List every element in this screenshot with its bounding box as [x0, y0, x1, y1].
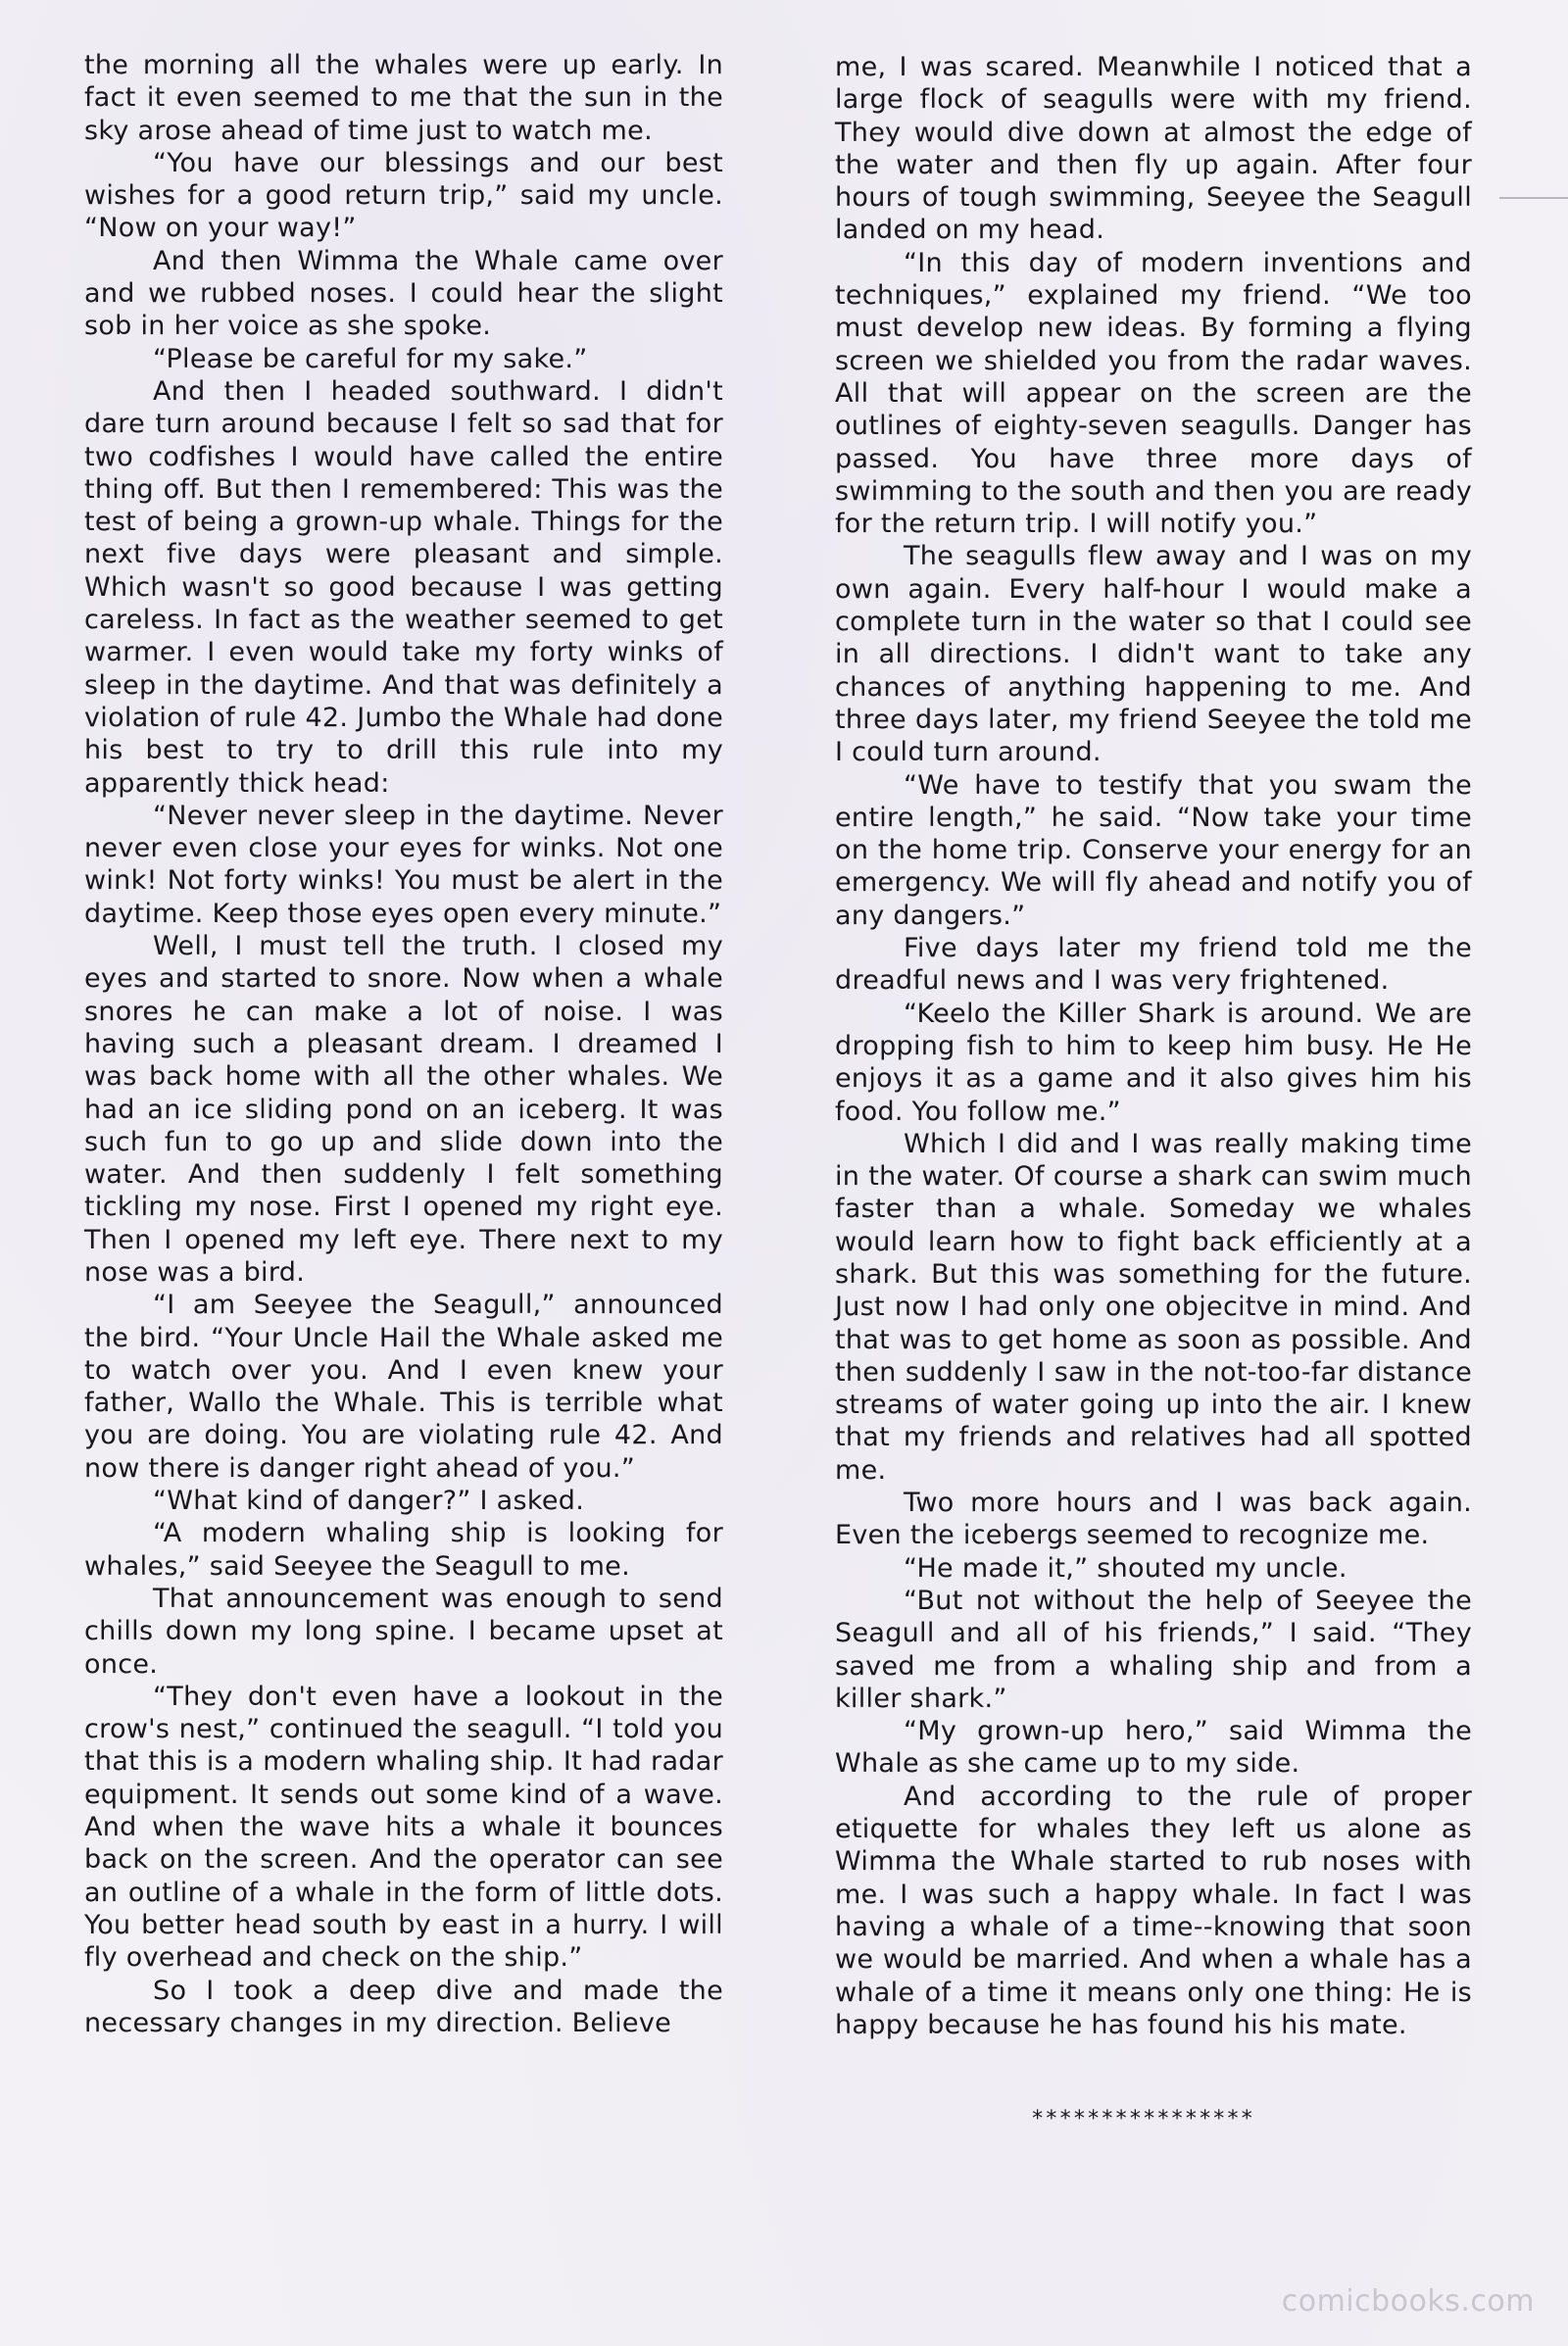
paragraph: “Never never sleep in the daytime. Never never even close your eyes for winks. Not one wink! Not forty winks! You must be alert in the daytime. Keep those eyes open every minute.”: [84, 800, 723, 929]
paragraph: “Please be careful for my sake.”: [153, 343, 588, 374]
paragraph: Well, I must tell the truth. I closed my eyes and started to snore. Now when a whale snores he can make a lot of noise. I was having such a pleasant dream. I dreamed I was back home with all the other whales. We had an ice sliding pond on an iceberg. It was such fun to go up and slide down into the water. And then suddenly I felt something tickling my nose. First I opened my right eye. Then I opened my left eye. There next to my nose was a bird.: [84, 931, 723, 1288]
paragraph: And according to the rule of proper etiquette for whales they left us alone as Wimma the Whale started to rub noses with me. I was such a happy whale. In fact I was having a whale of a time--knowing that soon we would be married. And when a whale has a whale of a time it means only one thing: He is happy because he has found his his mate.: [835, 1781, 1472, 2040]
paragraph: Five days later my friend told me the dreadful news and I was very frightened.: [835, 933, 1472, 997]
paragraph: “They don't even have a lookout in the crow's nest,” continued the seagull. “I told you that this is a modern whaling ship. It had radar equipment. It sends out some kind of a wave. And when the wave hits a whale it bounces back on the screen. And the operator can see an outline of a whale in the form of little dots. You better head south by east in a hurry. I will fly overhead and check on the ship.”: [84, 1681, 723, 1974]
paragraph: “What kind of danger?” I asked.: [153, 1486, 585, 1517]
paragraph: The seagulls flew away and I was on my own again. Every half-hour I would make a complete turn in the water so that I could see in all directions. I didn't want to take any chances of anything happening to me. And three days later, my friend Seeyee the told me I could turn around.: [835, 541, 1472, 768]
paragraph: That announcement was enough to send chills down my long spine. I became upset at once.: [84, 1583, 723, 1680]
paragraph: “My grown-up hero,” said Wimma the Whale as she came up to my side.: [835, 1716, 1472, 1780]
site-watermark: comicbooks.com: [1281, 2284, 1535, 2319]
paragraph: “In this day of modern inventions and techniques,” explained my friend. “We too must develop new ideas. By forming a flying screen we shielded you from the radar waves. All that will appear on the screen are the outlines of eighty-seven seagulls. Danger has passed. You have three more days of swimming to the south and then you are ready for the return trip. I will notify you.”: [835, 247, 1472, 540]
paragraph: Which I did and I was really making time in the water. Of course a shark can swim much faster than a whale. Someday we whales would learn how to fight back efficiently at a shark. But this was something for the future. Just now I had only one objecitve in mind. And that was to get home as soon as possible. And then suddenly I saw in the not-too-far distance streams of water going up into the air. I knew that my friends and relatives had all spotted me.: [835, 1128, 1472, 1486]
paragraph: “We have to testify that you swam the entire length,” he said. “Now take your time on the home trip. Conserve your energy for an emergency. We will fly ahead and notify you of any dangers.”: [835, 769, 1472, 931]
right-text-column: [835, 51, 1472, 2041]
paragraph: “I am Seeyee the Seagull,” announced the bird. “Your Uncle Hail the Whale asked me to watch over you. And I even knew your father, Wallo the Whale. This is terrible what you are doing. You are violating rule 42. And now there is danger right ahead of you.”: [84, 1290, 723, 1484]
page-edge-line: [1499, 197, 1568, 199]
paragraph: me, I was scared. Meanwhile I noticed that a large flock of seagulls were with my friend. They would dive down at almost the edge of the water and then fly up again. After four hours of tough swimming, Seeyee the Seagull landed on my head.: [835, 52, 1472, 246]
paragraph: And then I headed southward. I didn't dare turn around because I felt so sad that for two codfishes I would have called the entire thing off. But then I remembered: This was the test of being a grown-up whale. Things for the next five days were pleasant and simple. Which wasn't so good because I was getting careless. In fact as the weather seemed to get warmer. I even would take my forty winks of sleep in the daytime. And that was definitely a violation of rule 42. Jumbo the Whale had done his best to try to drill this rule into my apparently thick head:: [84, 375, 723, 799]
paragraph: So I took a deep dive and made the necessary changes in my direction. Believe: [84, 1975, 723, 2038]
paragraph: “He made it,” shouted my uncle.: [904, 1552, 1348, 1584]
paragraph: “A modern whaling ship is looking for whales,” said Seeyee the Seagull to me.: [84, 1518, 723, 1582]
paragraph: And then Wimma the Whale came over and we rubbed noses. I could hear the slight sob in her voice as she spoke.: [84, 245, 723, 342]
paragraph: Two more hours and I was back again. Even the icebergs seemed to recognize me.: [835, 1488, 1472, 1551]
paragraph: “Keelo the Killer Shark is around. We are dropping fish to him to keep him busy. He He enjoys it as a game and it also gives him his food. You follow me.”: [835, 998, 1472, 1127]
end-mark: ****************: [1031, 2107, 1254, 2131]
paragraph: the morning all the whales were up early. In fact it even seemed to me that the sun in the sky arose ahead of time just to watch me.: [84, 50, 723, 146]
paragraph: “You have our blessings and our best wishes for a good return trip,” said my uncle. “Now on your way!”: [84, 147, 723, 244]
left-text-column: [84, 49, 723, 2039]
paragraph: “But not without the help of Seeyee the Seagull and all of his friends,” I said. “They saved me from a whaling ship and from a killer shark.”: [835, 1585, 1472, 1714]
